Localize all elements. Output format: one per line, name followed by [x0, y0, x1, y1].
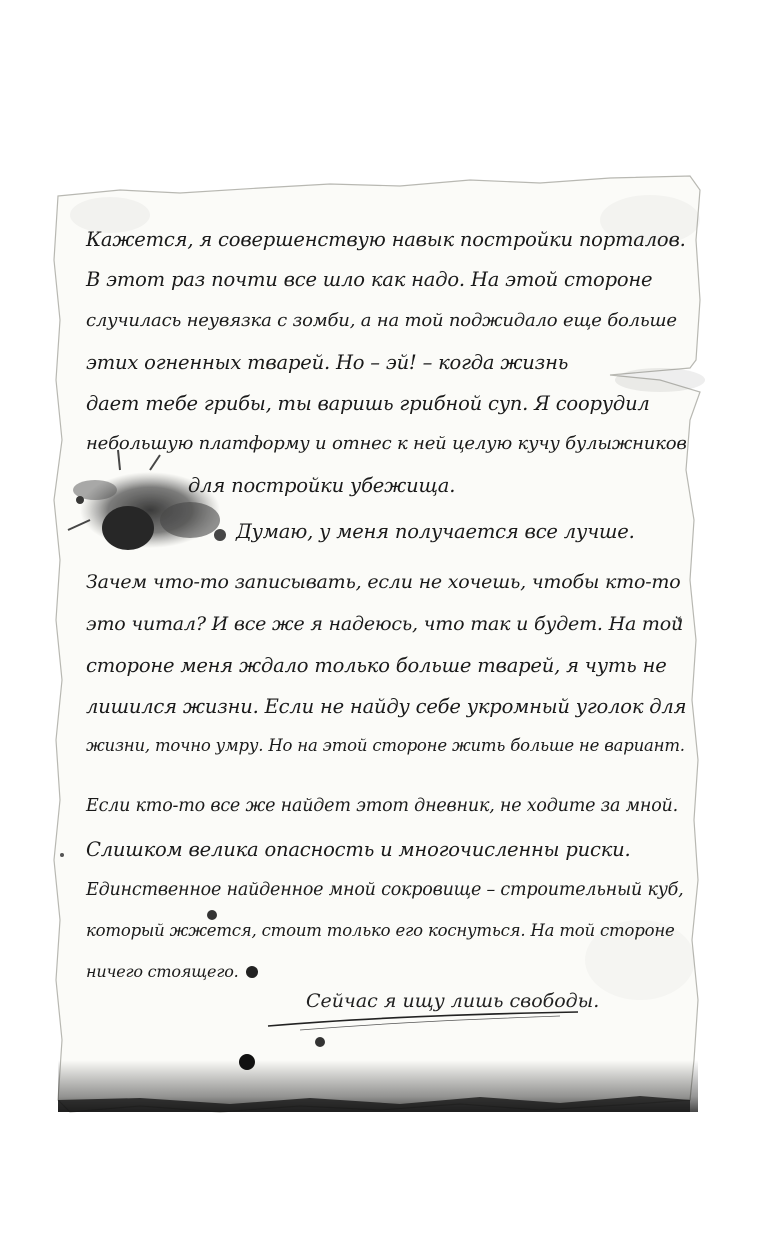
- ink-dot: [315, 1037, 325, 1047]
- journal-line: Единственное найденное мной сокровище – строительный куб,: [86, 880, 684, 900]
- journal-line: В этот раз почти все шло как надо. На этой стороне: [86, 268, 653, 291]
- ink-dot: [60, 853, 64, 857]
- ink-dot: [207, 910, 217, 920]
- journal-line: случилась неувязка с зомби, а на той поджидало еще больше: [86, 310, 677, 331]
- journal-line: дает тебе грибы, ты варишь грибной суп. Я соорудил: [86, 392, 650, 415]
- ink-dot: [239, 1054, 255, 1070]
- ink-dot: [246, 966, 258, 978]
- journal-line: жизни, точно умру. Но на этой стороне жить больше не вариант.: [86, 736, 685, 755]
- journal-line: Думаю, у меня получается все лучше.: [236, 520, 635, 543]
- journal-line: который жжется, стоит только его коснуться. На той стороне: [86, 921, 675, 940]
- journal-line: это читал? И все же я надеюсь, что так и будет. На той: [86, 613, 684, 635]
- journal-line: этих огненных тварей. Но – эй! – когда жизнь: [86, 351, 569, 374]
- journal-line: Кажется, я совершенствую навык постройки порталов.: [86, 228, 686, 251]
- journal-line: Если кто-то все же найдет этот дневник, не ходите за мной.: [86, 796, 678, 816]
- journal-line: стороне меня ждало только больше тварей, я чуть не: [86, 654, 667, 677]
- journal-line: небольшую платформу и отнес к ней целую кучу булыжников: [86, 433, 687, 454]
- journal-line: Зачем что-то записывать, если не хочешь, чтобы кто-то: [86, 571, 681, 593]
- signature: Сейчас я ищу лишь свободы.: [306, 990, 600, 1012]
- journal-line: Слишком велика опасность и многочисленны риски.: [86, 838, 631, 861]
- journal-line: ничего стоящего.: [86, 962, 239, 981]
- journal-line: лишился жизни. Если не найду себе укромный уголок для: [86, 695, 687, 718]
- journal-line: для постройки убежища.: [188, 474, 456, 497]
